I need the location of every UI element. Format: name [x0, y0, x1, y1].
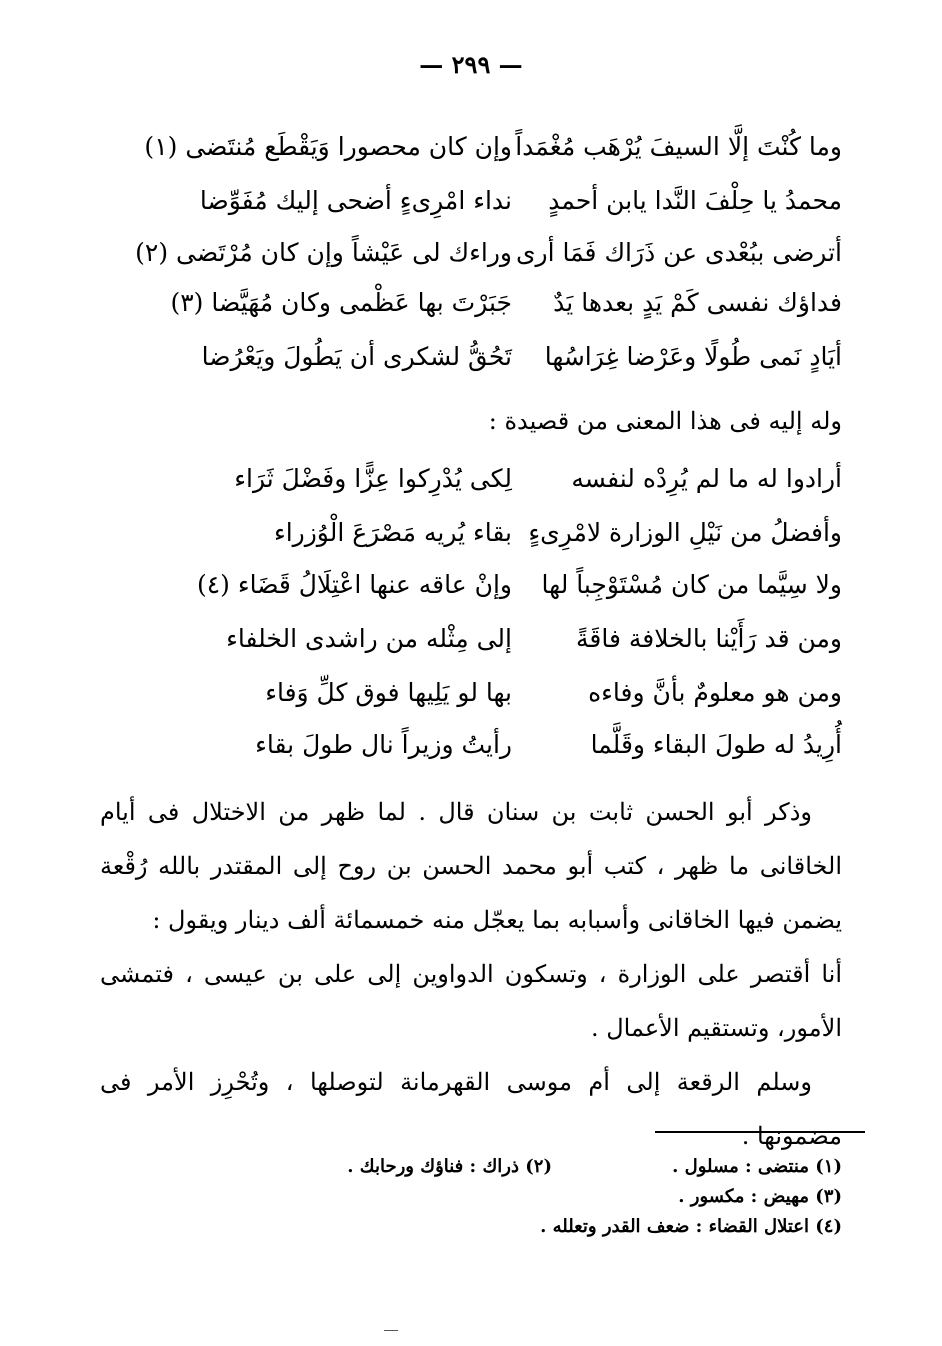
verse-first-hemistich: ومن قد رَأَيْنا بالخلافة فاقَةً — [575, 624, 842, 653]
verse-first-hemistich: أترضى ببُعْدى عن ذَرَاك فَمَا أرى — [515, 238, 842, 267]
verse-second-hemistich: تَحُقُّ لشكرى أن يَطُولَ ويَعْرُضا — [201, 342, 512, 371]
footnote-row — [100, 1212, 842, 1242]
verse-second-hemistich: بها لو يَلِيها فوق كلِّ وَفاء — [265, 678, 512, 707]
verse-second-hemistich: جَبَرْتَ بها عَظْمى وكان مُهَيَّضا (٣) — [170, 288, 512, 317]
verse-first-hemistich: وما كُنْتَ إلَّا السيفَ يُرْهَب مُغْمَداً — [515, 132, 842, 161]
verse-second-hemistich: إلى مِثْله من راشدى الخلفاء — [226, 624, 512, 653]
verse-row — [0, 516, 942, 566]
prose-paragraph: وذكر أبو الحسن ثابت بن سنان قال . لما ظهر من الاختلال فى أيام الخاقانى ما ظهر ، كتب أبو محمد الحسن بن روح إلى المقتدر بالله رُقْعة يضمن فيها الخاقانى وأسبابه بما يعجّل منه خمسمائة ألف دينار ويقول : — [100, 798, 842, 934]
verse-second-hemistich: رأيتُ وزيراً نال طولَ بقاء — [255, 730, 512, 759]
verse-first-hemistich: ولا سِيَّما من كان مُسْتَوْجِباً لها — [541, 570, 842, 599]
footnote-row — [100, 1152, 842, 1182]
verse-row — [0, 676, 942, 726]
verse-first-hemistich: وأفضلُ من نَيْلِ الوزارة لامْرِىءٍ — [528, 518, 842, 547]
prose-body — [100, 785, 842, 1163]
footnotes — [100, 1152, 842, 1242]
verse-first-hemistich: أُرِيدُ له طولَ البقاء وقَلَّما — [590, 730, 842, 759]
poem-intro: وله إليه فى هذا المعنى من قصيدة : — [488, 407, 842, 435]
verse-second-hemistich: نداء امْرِىءٍ أضحى إليك مُفَوِّضا — [199, 186, 512, 215]
verse-row — [0, 568, 942, 618]
verse-second-hemistich: لِكى يُدْرِكوا عِزًّا وفَضْلَ ثَرَاء — [234, 464, 512, 493]
verse-row — [0, 286, 942, 336]
verse-second-hemistich: بقاء يُريه مَصْرَعَ الْوُزراء — [273, 518, 512, 547]
verse-second-hemistich: وإن كان محصورا وَيَقْطَع مُنتَضى (١) — [144, 132, 512, 161]
page-number: — ٢٩٩ — — [419, 50, 523, 79]
verse-second-hemistich: وإنْ عاقه عنها اعْتِلَالُ قَضَاء (٤) — [196, 570, 512, 599]
verse-first-hemistich: أرادوا له ما لم يُرِدْه لنفسه — [571, 464, 842, 493]
prose-paragraph: وسلم الرقعة إلى أم موسى القهرمانة لتوصلها ، وتُحْرِز الأمر فى مضمونها . — [100, 1068, 842, 1150]
prose-paragraph: أنا أقتصر على الوزارة ، وتسكون الدواوين إلى على بن عيسى ، فتمشى الأمور، وتستقيم الأعمال . — [100, 960, 842, 1042]
verse-first-hemistich: فداؤك نفسى كَمْ يَدٍ بعدها يَدٌ — [553, 288, 842, 317]
footnote: (١) منتضى : مسلول . — [672, 1156, 842, 1177]
verse-second-hemistich: وراءك لى عَيْشاً وإن كان مُرْتَضى (٢) — [135, 238, 512, 267]
verse-first-hemistich: أيَادٍ نَمى طُولًا وعَرْضا غِرَاسُها — [544, 342, 842, 371]
footnote-row — [100, 1182, 842, 1212]
verse-row — [0, 184, 942, 234]
verse-row — [0, 462, 942, 512]
verse-row — [0, 130, 942, 180]
footnote: (٤) اعتلال القضاء : ضعف القدر وتعلله . — [540, 1216, 842, 1237]
page-bottom-mark — [384, 1330, 398, 1331]
footnote: (٣) مهيض : مكسور . — [678, 1186, 842, 1207]
verse-first-hemistich: ومن هو معلومٌ بأنَّ وفاءه — [588, 678, 842, 707]
verse-row — [0, 236, 942, 286]
footnote-divider — [655, 1131, 865, 1133]
verse-row — [0, 340, 942, 390]
verse-row — [0, 728, 942, 778]
footnote: (٢) ذراك : فناؤك ورحابك . — [347, 1156, 552, 1177]
verse-first-hemistich: محمدُ يا حِلْفَ النَّدا يابن أحمدٍ — [548, 186, 842, 215]
verse-row — [0, 622, 942, 672]
